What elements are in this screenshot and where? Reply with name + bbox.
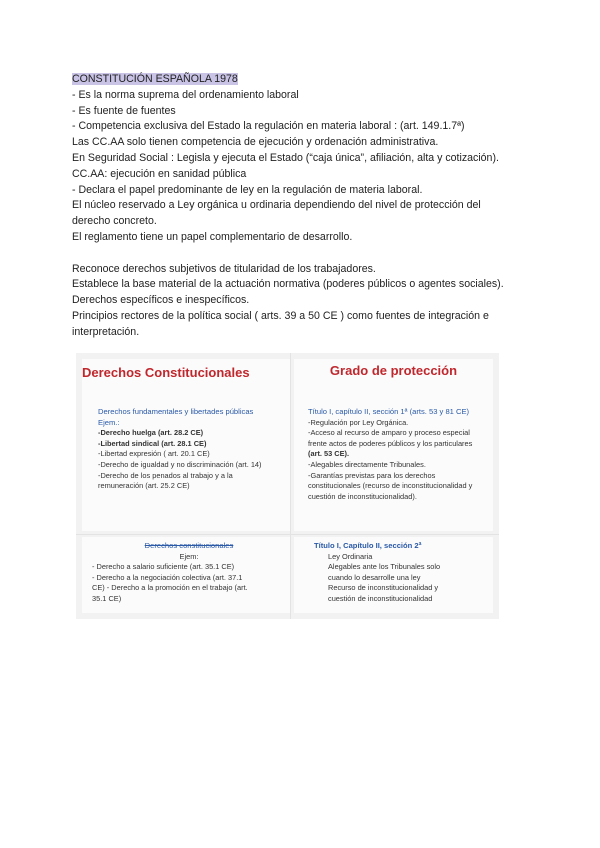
list-item: -Libertad expresión ( art. 20.1 CE) [98,449,210,459]
protection-2-body [314,541,490,605]
list-item: CE) - Derecho a la promoción en el trabajo (art. [92,583,248,593]
fundamental-example: Ejem.: [98,417,120,427]
note-line: interpretación. [72,325,140,338]
list-item: cuando lo desarrolle una ley [328,572,421,582]
note-line: El núcleo reservado a Ley orgánica u ordinaria dependiendo del nivel de protección del [72,199,481,212]
paragraph-gap [72,246,542,262]
list-item: -Derecho de igualdad y no discriminación (art. 14) [98,459,262,469]
list-item: 35.1 CE) [92,593,122,603]
note-line: En Seguridad Social : Legisla y ejecuta el Estado (“caja única”, afiliación, alta y cotización). [72,151,499,164]
note-line: Principios rectores de la política social ( arts. 39 a 50 CE ) como fuentes de integración e [72,309,489,322]
protection-1-heading: Título I, capítulo II, sección 1ª (arts. 53 y 81 CE) [308,407,470,416]
list-item: Alegables ante los Tribunales solo [328,562,441,572]
note-line: - Es fuente de fuentes [72,104,176,117]
list-item: -Libertad sindical (art. 28.1 CE) [98,438,207,448]
protection-2-heading: Título I, Capítulo II, sección 2ª [314,541,422,550]
list-item: constitucionales (recurso de inconstitucionalidad y [308,481,473,491]
constitutional-rights-panel [82,537,290,613]
note-line: - Es la norma suprema del ordenamiento laboral [72,88,299,101]
list-item: - Derecho a la negociación colectiva (art. 37.1 [92,572,243,582]
note-line: - Declara el papel predominante de ley en la regulación de materia laboral. [72,183,423,196]
protection-1-body [308,407,490,502]
list-item: remuneración (art. 25.2 CE) [98,481,190,491]
notes-title: CONSTITUCIÓN ESPAÑOLA 1978 [72,73,238,85]
figure-divider-horizontal [76,534,499,535]
note-line: CC.AA: ejecución en sanidad pública [72,167,247,180]
note-line: Reconoce derechos subjetivos de titularidad de los trabajadores. [72,262,376,275]
rights-figure [76,353,499,619]
list-item: -Derecho de los penados al trabajo y a la [98,470,233,480]
list-item: Ley Ordinaria [328,551,373,561]
constitutional-body [92,541,286,605]
right-header: Grado de protección [329,363,458,378]
protection-panel-1 [294,359,493,531]
list-item: Recurso de inconstitucionalidad y [328,583,439,593]
fundamental-rights-body [98,407,286,492]
note-line: derecho concreto. [72,215,157,228]
fundamental-rights-panel [82,359,290,531]
constitutional-example: Ejem: [179,551,199,561]
list-item: -Derecho huelga (art. 28.2 CE) [98,428,204,438]
note-line: Establece la base material de la actuación normativa (poderes públicos o agentes sociales). [72,278,504,291]
list-item: frente actos de poderes públicos y los particulares [308,438,473,448]
list-item: -Garantías previstas para los derechos [308,470,436,480]
list-item: cuestión de inconstitucionalidad [328,593,433,603]
protection-panel-2 [294,537,493,613]
note-line: Derechos específicos e inespecíficos. [72,294,250,307]
list-item: -Regulación por Ley Orgánica. [308,417,409,427]
note-line: - Competencia exclusiva del Estado la regulación en materia laboral : (art. 149.1.7ª) [72,120,465,133]
list-item: -Acceso al recurso de amparo y proceso especial [308,428,470,438]
notes-text [72,72,542,341]
fundamental-heading: Derechos fundamentales y libertades públicas [98,407,254,416]
list-item: - Derecho a salario suficiente (art. 35.1 CE) [92,562,235,572]
note-line: Las CC.AA solo tienen competencia de ejecución y ordenación administrativa. [72,136,439,149]
list-item: -Alegables directamente Tribunales. [308,459,426,469]
note-line: El reglamento tiene un papel complementario de desarrollo. [72,230,353,243]
list-item: (art. 53 CE). [308,449,350,459]
left-header: Derechos Constitucionales [82,365,250,380]
constitutional-heading: Derechos constitucionales [144,541,234,550]
figure-divider-vertical [290,353,291,619]
list-item: cuestión de inconstitucionalidad). [308,491,417,501]
